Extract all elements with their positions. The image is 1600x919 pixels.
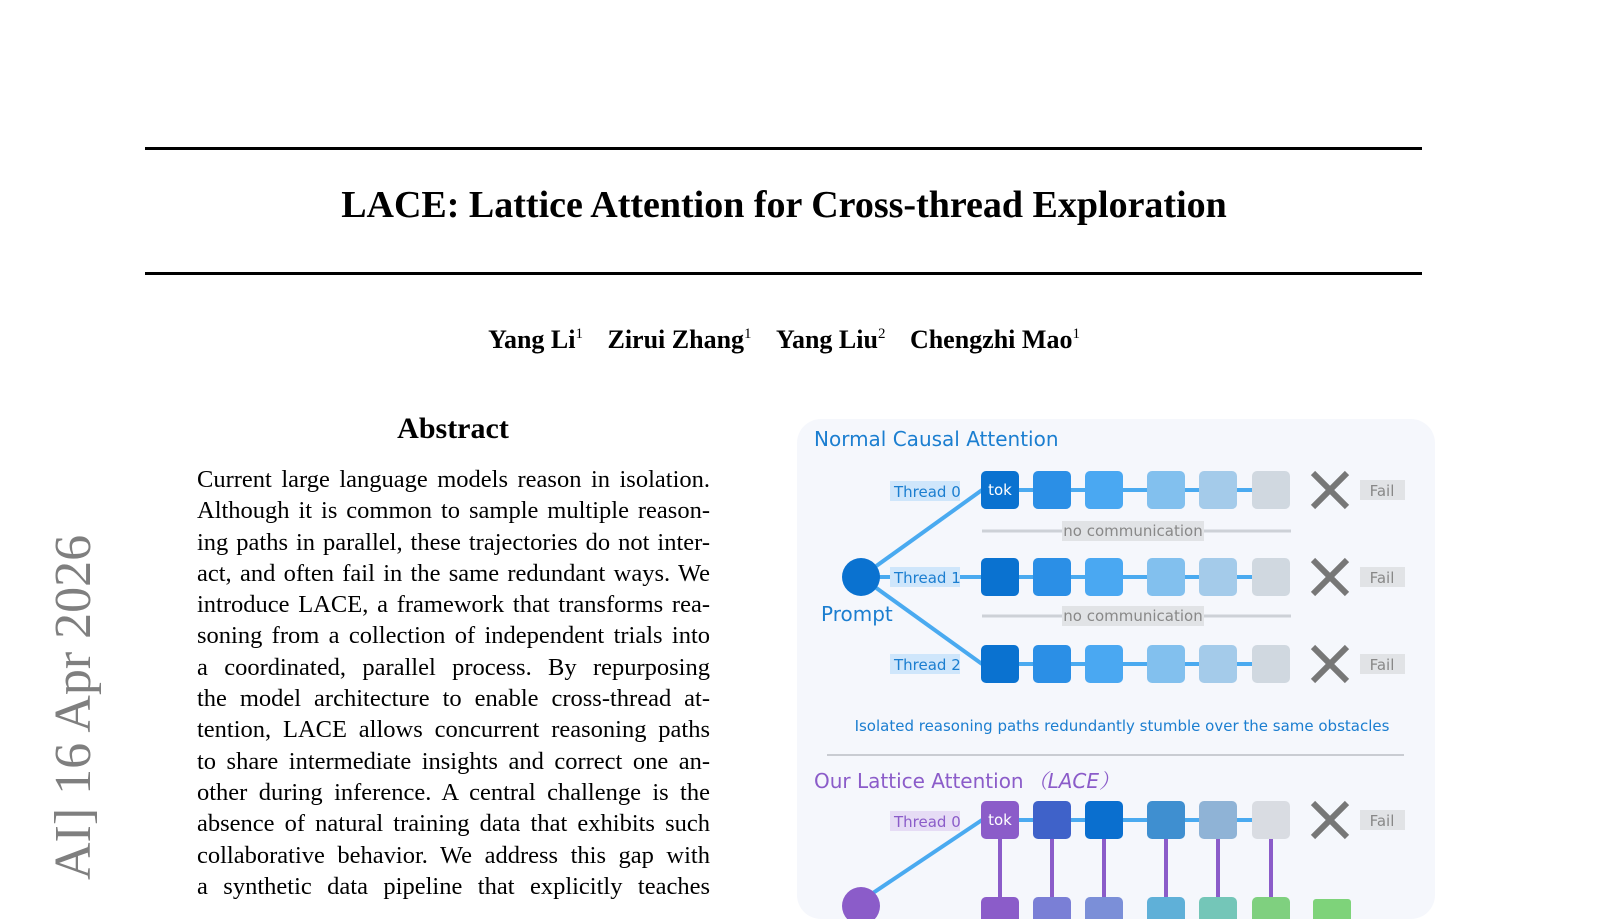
thread-label: Thread 0 [894, 483, 961, 501]
token-label: tok [988, 811, 1012, 829]
abstract-line: a coordinated, parallel process. By repurposing [197, 653, 710, 681]
token [1199, 645, 1237, 683]
token [1252, 558, 1290, 596]
author: Yang Liu$^2$ [776, 325, 886, 354]
token [1033, 645, 1071, 683]
fail-label: Fail [1369, 812, 1395, 830]
token [1147, 558, 1185, 596]
token [1199, 897, 1237, 919]
arxiv-stamp: AI] 16 Apr 2026 [45, 534, 102, 880]
abstract-line: other during inference. A central challenge is the [197, 778, 710, 806]
fail-label: Fail [1369, 656, 1395, 674]
token [1147, 897, 1185, 919]
no-comm-label: no communication [1063, 607, 1203, 625]
no-communication-divider [982, 606, 1291, 626]
no-comm-label: no communication [1063, 522, 1203, 540]
abstract-line: to share intermediate insights and correct one an- [197, 747, 710, 775]
token [1199, 558, 1237, 596]
abstract-line: collaborative behavior. We address this gap with [197, 841, 710, 869]
fail-x-icon [1313, 803, 1347, 837]
token [1085, 645, 1123, 683]
abstract-line: tention, LACE allows concurrent reasoning paths [197, 716, 710, 744]
title-top-rule [145, 147, 1422, 150]
token [1085, 897, 1123, 919]
token [981, 645, 1019, 683]
token [1199, 471, 1237, 509]
no-communication-divider [982, 521, 1291, 541]
prompt-label: Prompt [821, 602, 893, 626]
fail-x-icon [1313, 473, 1347, 507]
abstract-line: a synthetic data pipeline that explicitly teaches [197, 872, 710, 900]
token [1199, 801, 1237, 839]
token-label: tok [988, 481, 1012, 499]
fail-label: Fail [1369, 482, 1395, 500]
token [1033, 801, 1071, 839]
abstract-heading: Abstract [397, 412, 509, 445]
abstract-line: the model architecture to enable cross-thread at- [197, 685, 710, 713]
abstract-line: introduce LACE, a framework that transforms rea- [197, 591, 710, 619]
abstract-line: Current large language models reason in isolation. [197, 466, 710, 493]
fail-x-icon [1313, 560, 1347, 594]
top-panel-heading: Normal Causal Attention [814, 427, 1059, 451]
token [1252, 897, 1290, 919]
token [1033, 897, 1071, 919]
thread-row-0 [890, 471, 1405, 509]
author: Yang Li$^1$ [488, 325, 583, 354]
thread-row-2 [890, 645, 1405, 683]
title-bottom-rule [145, 272, 1422, 275]
token [1147, 801, 1185, 839]
token [981, 897, 1019, 919]
success-marker [1313, 899, 1351, 919]
author-list [0, 325, 1568, 355]
token [1147, 471, 1185, 509]
lattice-row-0 [890, 801, 1405, 899]
abstract-line: act, and often fail in the same redundant ways. We [197, 559, 710, 587]
fail-x-icon [1313, 647, 1347, 681]
token [1033, 558, 1071, 596]
prompt-node [842, 558, 880, 596]
figure-canvas [797, 419, 1435, 919]
top-panel-caption: Isolated reasoning paths redundantly stumble over the same obstacles [854, 717, 1390, 735]
author: Zirui Zhang$^1$ [607, 325, 752, 354]
author: Chengzhi Mao$^1$ [909, 325, 1080, 354]
token [1252, 801, 1290, 839]
abstract-line: absence of natural training data that exhibits such [197, 810, 710, 838]
thread-label: Thread 0 [894, 813, 961, 831]
token [1085, 471, 1123, 509]
fan-line [861, 490, 982, 577]
fan-line [861, 820, 982, 901]
abstract-line: Although it is common to sample multiple reason- [197, 497, 710, 525]
lace-overview-figure [797, 419, 1435, 919]
token [1085, 558, 1123, 596]
bottom-panel-heading: Our Lattice Attention （LACE） [814, 769, 1120, 793]
token [981, 558, 1019, 596]
token [1147, 645, 1185, 683]
abstract-body [197, 464, 710, 902]
token [1085, 801, 1123, 839]
thread-label: Thread 1 [894, 569, 961, 587]
lattice-row-1-partial [981, 897, 1351, 919]
abstract-line: soning from a collection of independent trials into [197, 622, 710, 650]
token [1033, 471, 1071, 509]
token [1252, 645, 1290, 683]
abstract-line: ing paths in parallel, these trajectories do not inter- [197, 528, 710, 556]
token [1252, 471, 1290, 509]
fail-label: Fail [1369, 569, 1395, 587]
paper-title: LACE: Lattice Attention for Cross-thread Exploration [341, 184, 1227, 226]
thread-label: Thread 2 [894, 656, 961, 674]
